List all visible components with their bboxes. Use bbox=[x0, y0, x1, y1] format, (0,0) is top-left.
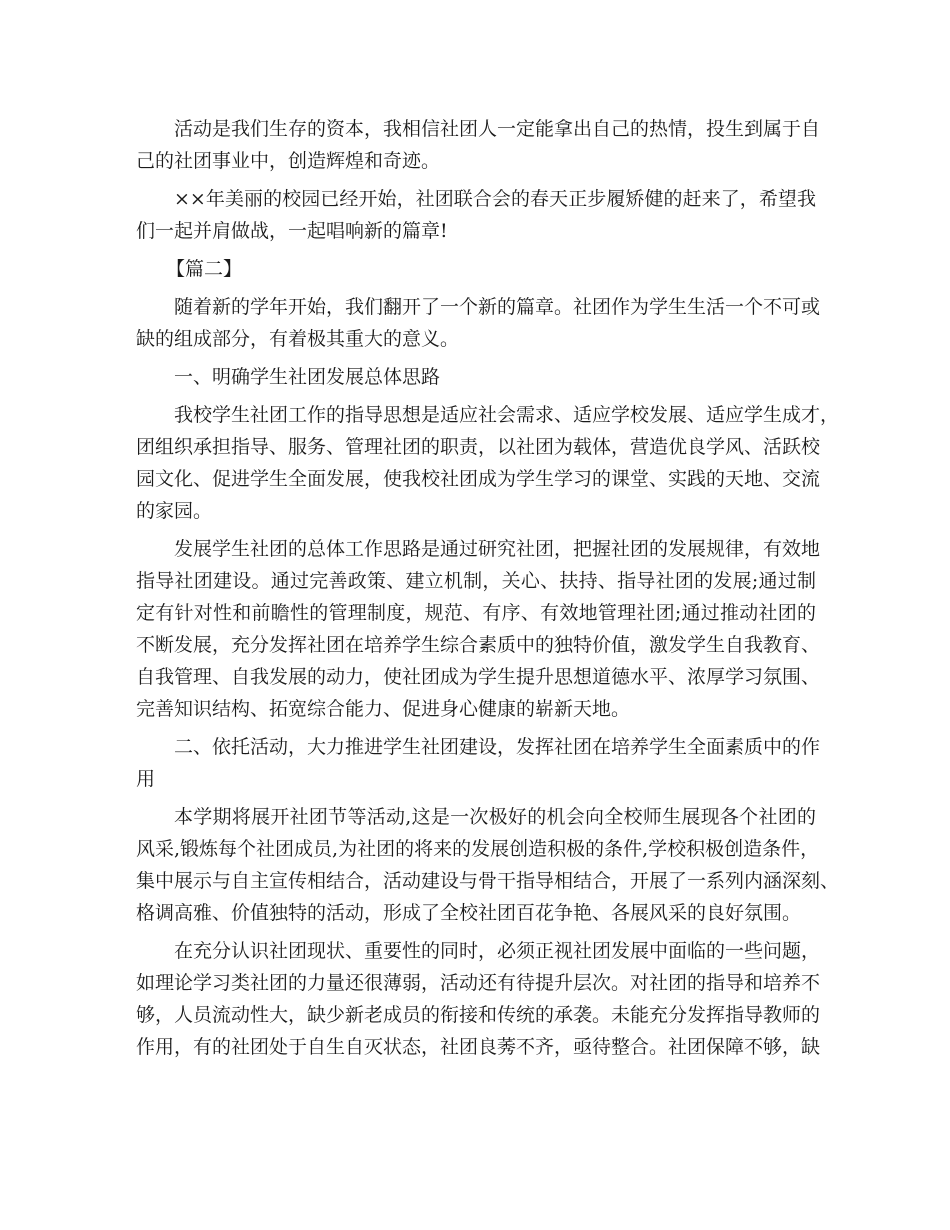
paragraph bbox=[136, 801, 840, 929]
paragraph-line: 团组织承担指导、服务、管理社团的职责，以社团为载体，营造优良学风、活跃校 bbox=[136, 436, 821, 458]
paragraph-line: 作用，有的社团处于自生自灭状态，社团良莠不齐，亟待整合。社团保障不够，缺 bbox=[136, 1036, 821, 1058]
section-heading bbox=[136, 253, 816, 285]
paragraph-line: 的家园。 bbox=[136, 500, 213, 522]
paragraph-line: 格调高雅、价值独特的活动，形成了全校社团百花争艳、各展风采的良好氛围。 bbox=[136, 902, 802, 924]
paragraph bbox=[136, 291, 821, 355]
document-page bbox=[136, 113, 840, 1063]
paragraph-line: 们一起并肩做战，一起唱响新的篇章! bbox=[136, 220, 448, 242]
paragraph-line: 本学期将展开社团节等活动,这是一次极好的机会向全校师生展现各个社团的 bbox=[174, 806, 816, 828]
paragraph-line: 己的社团事业中，创造辉煌和奇迹。 bbox=[136, 150, 441, 172]
paragraph bbox=[136, 935, 821, 1063]
paragraph-line: 不断发展，充分发挥社团在培养学生综合素质中的独特价值，激发学生自我教育、 bbox=[136, 634, 821, 656]
paragraph-line: 一、明确学生社团发展总体思路 bbox=[174, 366, 441, 388]
paragraph-line: 我校学生社团工作的指导思想是适应社会需求、适应学校发展、适应学生成才， bbox=[174, 404, 840, 426]
paragraph bbox=[136, 183, 816, 247]
paragraph bbox=[136, 361, 816, 393]
paragraph-line: 完善知识结构、拓宽综合能力、促进身心健康的崭新天地。 bbox=[136, 698, 631, 720]
paragraph-line: 园文化、促进学生全面发展，使我校社团成为学生学习的课堂、实践的天地、交流 bbox=[136, 468, 821, 490]
paragraph-line: 集中展示与自主宣传相结合，活动建设与骨干指导相结合，开展了一系列内涵深刻、 bbox=[136, 870, 840, 892]
paragraph-line: ××年美丽的校园已经开始，社团联合会的春天正步履矫健的赶来了，希望我 bbox=[174, 188, 816, 210]
paragraph-line: 够，人员流动性大，缺少新老成员的衔接和传统的承袭。未能充分发挥指导教师的 bbox=[136, 1004, 821, 1026]
paragraph-line: 定有针对性和前瞻性的管理制度，规范、有序、有效地管理社团;通过推动社团的 bbox=[136, 602, 816, 624]
paragraph-line: 自我管理、自我发展的动力，使社团成为学生提升思想道德水平、浓厚学习氛围、 bbox=[136, 666, 821, 688]
paragraph-line: 二、依托活动，大力推进学生社团建设，发挥社团在培养学生全面素质中的作 bbox=[174, 736, 821, 758]
paragraph-line: 风采,锻炼每个社团成员,为社团的将来的发展创造积极的条件,学校积极创造条件， bbox=[136, 838, 820, 860]
paragraph-line: 发展学生社团的总体工作思路是通过研究社团，把握社团的发展规律，有效地 bbox=[174, 538, 821, 560]
paragraph bbox=[136, 399, 840, 527]
paragraph bbox=[136, 731, 821, 795]
heading-text: 【篇二】 bbox=[166, 258, 243, 280]
paragraph-line: 随着新的学年开始，我们翻开了一个新的篇章。社团作为学生生活一个不可或 bbox=[174, 296, 821, 318]
paragraph-line: 在充分认识社团现状、重要性的同时，必须正视社团发展中面临的一些问题， bbox=[174, 940, 821, 962]
paragraph-line: 活动是我们生存的资本，我相信社团人一定能拿出自己的热情，投生到属于自 bbox=[174, 118, 821, 140]
paragraph-line: 缺的组成部分，有着极其重大的意义。 bbox=[136, 328, 460, 350]
paragraph-line: 指导社团建设。通过完善政策、建立机制，关心、扶持、指导社团的发展;通过制 bbox=[136, 570, 816, 592]
paragraph bbox=[136, 533, 821, 725]
paragraph bbox=[136, 113, 821, 177]
paragraph-line: 用 bbox=[136, 768, 156, 790]
paragraph-line: 如理论学习类社团的力量还很薄弱，活动还有待提升层次。对社团的指导和培养不 bbox=[136, 972, 821, 994]
